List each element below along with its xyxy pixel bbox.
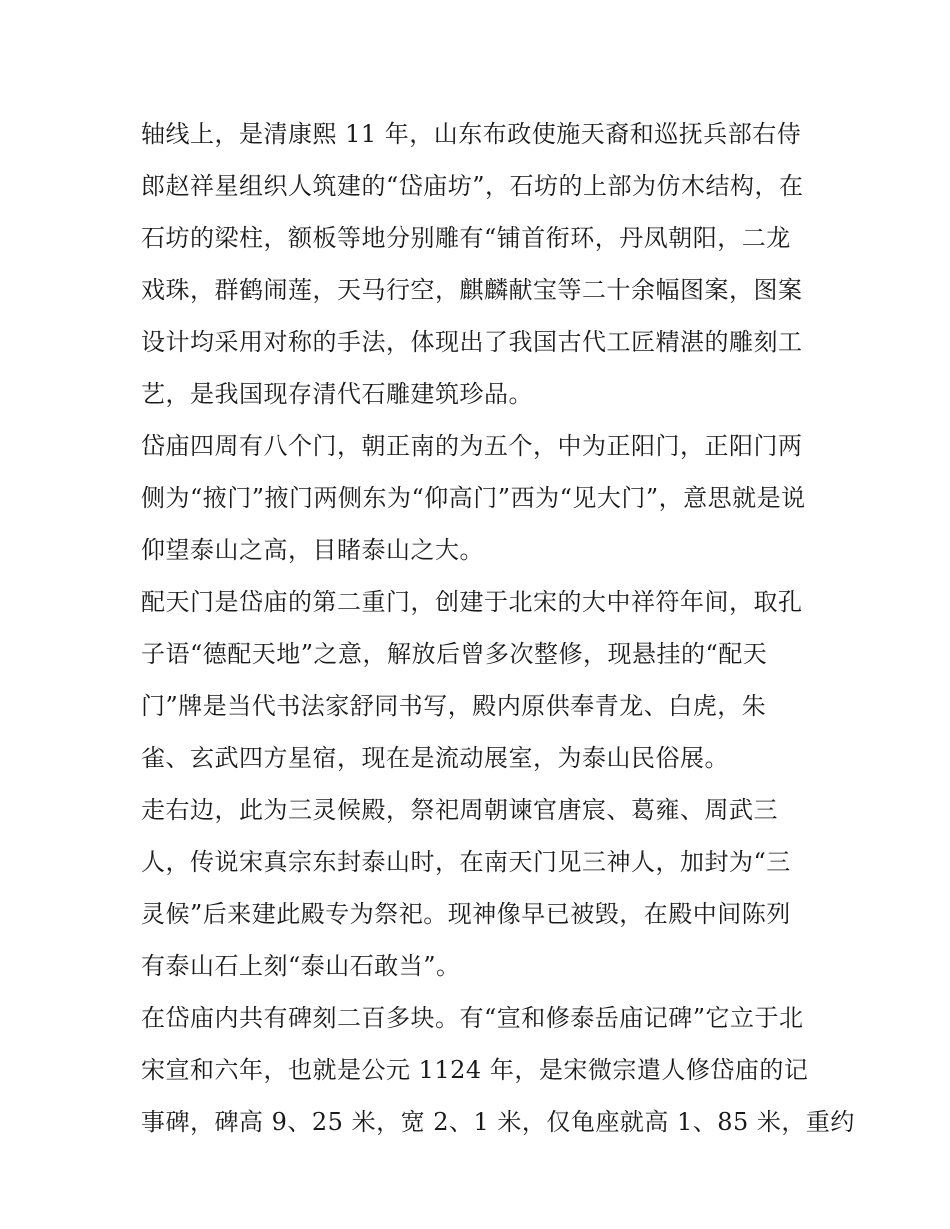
text-line: 在岱庙内共有碑刻二百多块。有“宣和修泰岳庙记碑”它立于北 [141, 1004, 804, 1032]
text-line: 设计均采用对称的手法，体现出了我国古代工匠精湛的雕刻工 [141, 328, 803, 356]
text-line: 仰望泰山之高，目睹泰山之大。 [141, 536, 484, 564]
text-line: 石坊的梁柱，额板等地分别雕有“铺首衔环，丹凤朝阳，二龙 [141, 224, 791, 252]
text-line: 雀、玄武四方星宿，现在是流动展室，为泰山民俗展。 [141, 744, 729, 772]
text-line: 配天门是岱庙的第二重门，创建于北宋的大中祥符年间，取孔 [141, 588, 803, 616]
text-line: 戏珠，群鹤闹莲，天马行空，麒麟献宝等二十余幅图案，图案 [141, 276, 803, 304]
text-line: 事碑，碑高 9、25 米，宽 2、1 米，仅龟座就高 1、85 米，重约 [141, 1108, 855, 1136]
text-line: 郎赵祥星组织人筑建的“岱庙坊”，石坊的上部为仿木结构，在 [141, 172, 804, 200]
text-line: 轴线上，是清康熙 11 年，山东布政使施天裔和巡抚兵部右侍 [141, 120, 802, 148]
text-line: 岱庙四周有八个门，朝正南的为五个，中为正阳门，正阳门两 [141, 432, 803, 460]
document-body [141, 108, 855, 1148]
text-line: 灵候”后来建此殿专为祭祀。现神像早已被毁，在殿中间陈列 [141, 900, 791, 928]
text-line: 宋宣和六年，也就是公元 1124 年，是宋微宗遣人修岱庙的记 [141, 1056, 809, 1084]
text-line: 有泰山石上刻“泰山石敢当”。 [141, 952, 461, 980]
text-line: 走右边，此为三灵候殿，祭祀周朝谏官唐宸、葛雍、周武三 [141, 796, 778, 824]
text-line: 侧为“掖门”掖门两侧东为“仰高门”西为“见大门”，意思就是说 [141, 484, 806, 512]
text-line: 门”牌是当代书法家舒同书写，殿内原供奉青龙、白虎，朱 [141, 692, 767, 720]
text-line: 子语“德配天地”之意，解放后曾多次整修，现悬挂的“配天 [141, 640, 768, 668]
text-line: 人，传说宋真宗东封泰山时，在南天门见三神人，加封为“三 [141, 848, 791, 876]
text-line: 艺，是我国现存清代石雕建筑珍品。 [141, 380, 533, 408]
